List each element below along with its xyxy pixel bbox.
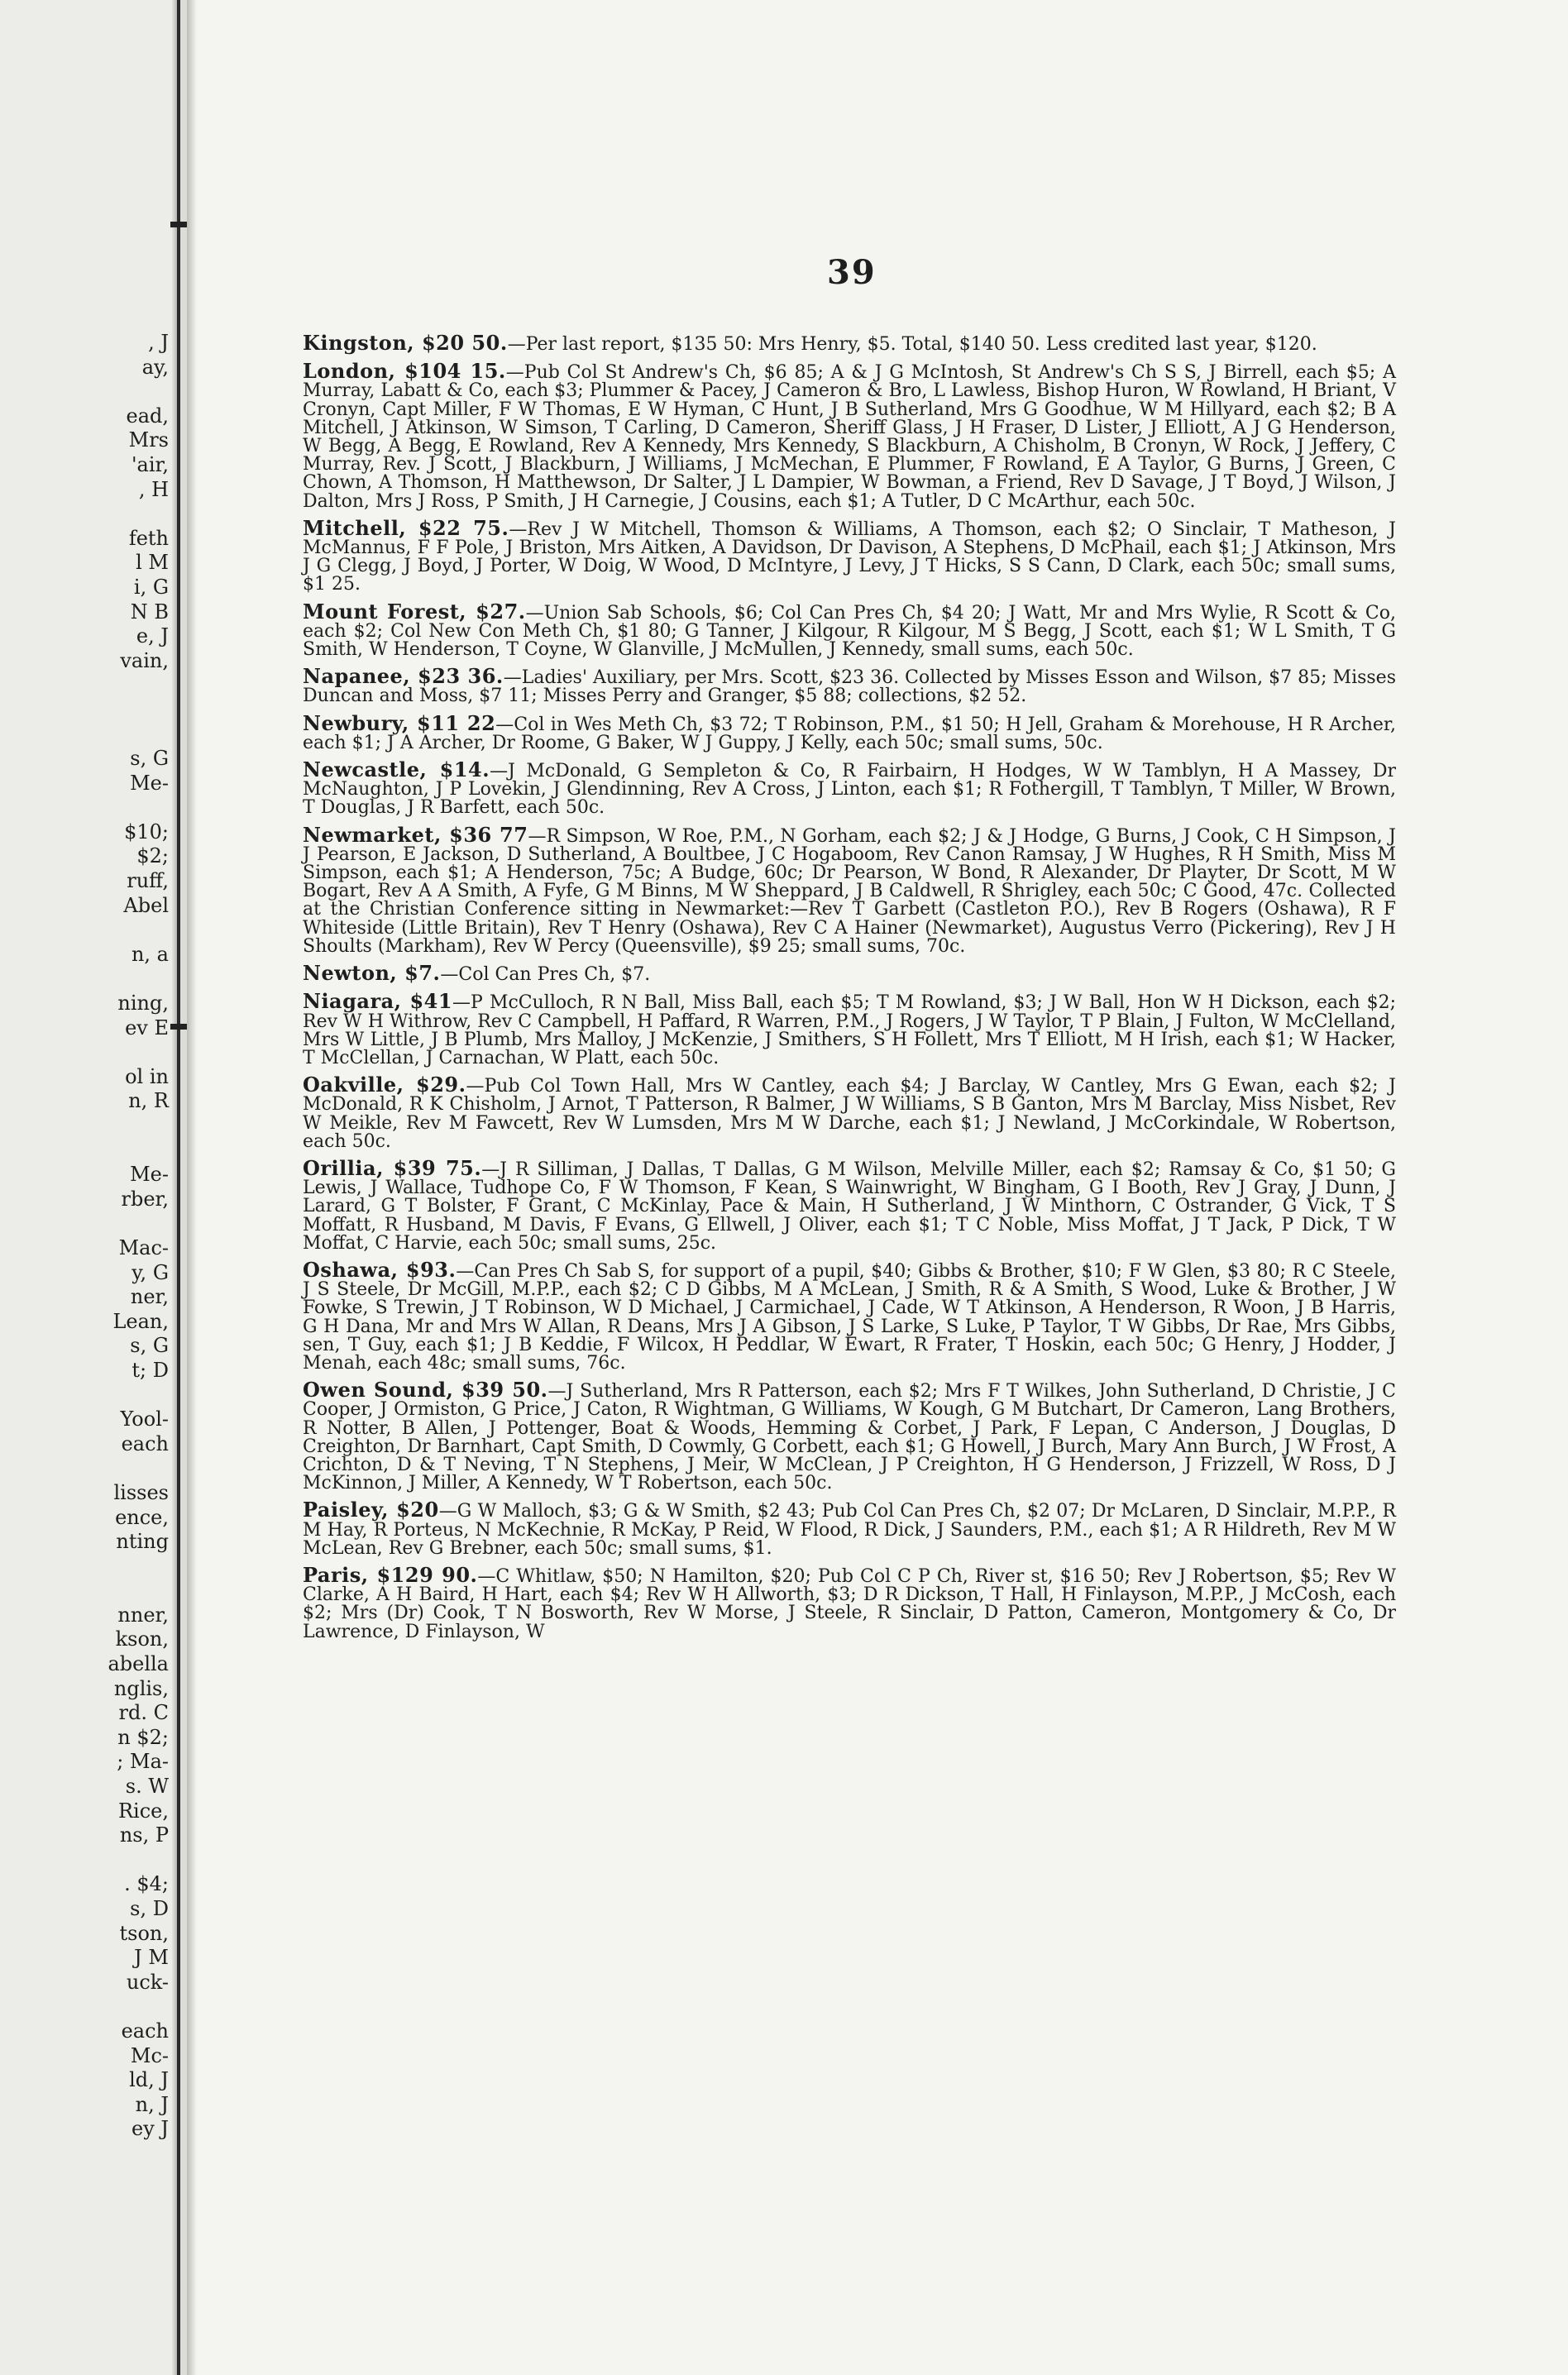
- facing-page-line: . $4;: [124, 1872, 169, 1896]
- facing-page-line: uck-: [126, 1970, 169, 1994]
- facing-page-line: ns, P: [119, 1823, 169, 1847]
- facing-page-line: [0, 723, 174, 748]
- book-spine: [177, 0, 180, 2375]
- facing-page-line: Me-: [130, 771, 169, 795]
- facing-page-line: , H: [138, 477, 169, 501]
- entry-place-total: Paisley, $20: [303, 1498, 439, 1522]
- donation-entry: [303, 961, 1396, 986]
- donation-entry: [303, 359, 1397, 512]
- facing-page-line: rber,: [121, 1187, 169, 1211]
- facing-page-line: t; D: [131, 1358, 169, 1382]
- facing-page-line: lisses: [113, 1480, 169, 1504]
- facing-page-line: Me-: [130, 1163, 169, 1187]
- facing-page-line: nner,: [117, 1603, 169, 1627]
- facing-page-line: ey J: [131, 2117, 169, 2141]
- facing-page-line: ld, J: [129, 2068, 169, 2092]
- entry-donors: —Rev J W Mitchell, Thomson & Williams, A Thomson, each $2; O Sinclair, T Matheson, J McMannus, F F Pole, J Briston, Mrs Aitken, A Davidson, Dr Davison, A Stephens, D McPhail, each $1; J Atkinson, Mrs J G Clegg, J Boyd, J Porter, W Doig, W Wood, D McIntyre, J Levy, J T Hicks, S S Cann, D Clark, each 50c; small sums, $1 25.: [303, 518, 1396, 595]
- page-number: 39: [827, 253, 877, 292]
- entry-donors: —G W Malloch, $3; G & W Smith, $2 43; Pub Col Can Pres Ch, $2 07; Dr McLaren, D Sinclair, M.P.P., R M Hay, R Porteus, N McKechnie, R McKay, P Reid, W Flood, R Dick, J Saunders, P.M., each $1; A R Hildreth, Rev M W McLean, Rev G Brebner, each 50c; small sums, $1.: [303, 1501, 1396, 1559]
- facing-page-line: s, G: [130, 1334, 169, 1358]
- facing-page-line: [0, 673, 174, 698]
- facing-page-line: Mrs: [128, 428, 169, 452]
- facing-page-line: rd. C: [118, 1701, 169, 1725]
- facing-page-line: ead,: [126, 404, 169, 428]
- facing-page-line: [0, 1383, 174, 1408]
- entry-donors: —R Simpson, W Roe, P.M., N Gorham, each $2; J & J Hodge, G Burns, J Cook, C H Simpson, J J Pearson, E Jackson, D Sutherland, A Boultbee, J C Hogaboom, Rev Canon Ramsay, J W Hughes, R H Smith, Miss M Simpson, each $1; A Henderson, 75c; A Budge, 60c; Dr Pearson, W Bond, R Alexander, Dr Playter, Dr Scott, M W Bogart, Rev A A Smith, A Fyfe, G M Binns, M W Sheppard, J B Caldwell, R Shrigley, each 50c; C Good, 47c. Collected at the Christian Conference sitting in Newmarket:—Rev T Garbett (Castleton P.O.), Rev B Rogers (Oshawa), R F Whiteside (Little Britain), Rev T Henry (Oshawa), Rev C A Hainer (Newmarket), Augustus Verro (Pickering), Rev J H Shoults (Markham), Rev W Percy (Queensville), $9 25; small sums, 70c.: [303, 825, 1396, 957]
- subscription-list: [303, 331, 1397, 1650]
- facing-page-line: e, J: [136, 624, 169, 648]
- facing-page-line: feth: [128, 526, 169, 550]
- facing-page-line: y, G: [131, 1260, 169, 1284]
- facing-page-line: 'air,: [131, 452, 169, 476]
- entry-donors: —J Sutherland, Mrs R Patterson, each $2; Mrs F T Wilkes, John Sutherland, D Christie, J C Cooper, J Ormiston, G Price, J Caton, R Wightman, G Williams, W Kough, G M Butchart, Dr Cameron, Lang Brothers, R Notter, B Allen, J Pottenger, Boat & Woods, Hemming & Corbet, J Park, F Lepan, C Anderson, J Douglas, D Creighton, Dr Barnhart, Capt Smith, D Cowmly, G Corbett, each $1; G Howell, J Burch, Mary Ann Burch, J W Frost, A Crichton, D & T Neving, T N Stephens, J Meir, W McClean, J P Creighton, H G Henderson, J Frizzell, W Ross, D J McKinnon, J Miller, A Kennedy, W T Robertson, each 50c.: [303, 1381, 1396, 1494]
- facing-page-line: n $2;: [117, 1725, 169, 1749]
- entry-place-total: Oakville, $29.: [303, 1073, 466, 1097]
- donation-entry: [303, 515, 1396, 595]
- entry-place-total: Niagara, $41: [303, 989, 453, 1014]
- facing-page-line: ning,: [117, 992, 169, 1015]
- entry-place-total: Newbury, $11 22: [303, 710, 496, 735]
- facing-page-line: ruff,: [127, 869, 169, 893]
- facing-page-line: s, G: [130, 747, 169, 771]
- entry-donors: —Can Pres Ch Sab S, for support of a pupil, $40; Gibbs & Brother, $10; F W Glen, $3 80; R C Steele, J S Steele, Dr McGill, M.P.P., each $2; C D Gibbs, M A McLean, J Smith, R & A Smith, S Wood, Luke & Brother, J W Fowke, S Trewin, J T Robinson, W D Michael, J Carmichael, J Cade, W T Atkinson, A Henderson, R Woon, J B Harris, G H Dana, Mr and Mrs W Allan, R Deans, Mrs J A Gibson, J S Larke, S Luke, P Taylor, T W Gibbs, Dr Rae, Mrs Gibbs, sen, T Guy, each $1; J B Keddie, F Wilcox, H Peddlar, W Ewart, R Frater, T Hoskin, each 50c; G Henry, J Hodder, J Menah, each 48c; small sums, 76c.: [303, 1260, 1396, 1374]
- donation-entry: [303, 1257, 1396, 1374]
- facing-page-line: each: [121, 1431, 169, 1455]
- facing-page-line: [0, 698, 174, 723]
- donation-entry: [303, 1498, 1396, 1559]
- donation-entry: [303, 989, 1396, 1068]
- entry-donors: —Pub Col Town Hall, Mrs W Cantley, each $4; J Barclay, W Cantley, Mrs G Ewan, each $2; J McDonald, R K Chisholm, J Arnot, T Patterson, R Balmer, J W Williams, S B Ganton, Mrs M Barclay, Miss Nisbet, Rev W Meikle, Rev M Fawcett, Rev W Lumsden, Mrs M W Darche, each $1; J Newland, J McCorkindale, W Robertson, each 50c.: [303, 1076, 1397, 1152]
- facing-page-line: ay,: [141, 355, 169, 379]
- entry-donors: —J McDonald, G Sempleton & Co, R Fairbairn, H Hodges, W W Tamblyn, H A Massey, Dr McNaughton, J P Lovekin, J Glendinning, Rev A Cross, J Linton, each $1; R Fothergill, T Tamblyn, T Miller, W Brown, T Douglas, J R Barfett, each 50c.: [303, 761, 1397, 819]
- facing-page-line: J M: [134, 1946, 169, 1970]
- facing-page-line: n, R: [128, 1089, 169, 1113]
- facing-page-line: ev E: [125, 1015, 169, 1039]
- facing-page-line: [0, 1211, 174, 1236]
- entry-place-total: London, $104 15.: [303, 359, 506, 384]
- facing-page-line: ner,: [130, 1285, 169, 1309]
- facing-page-line: [0, 1114, 174, 1139]
- facing-page-line: Mc-: [130, 2043, 169, 2067]
- facing-page-line: abella: [108, 1652, 169, 1676]
- entry-place-total: Newmarket, $36 77: [303, 822, 528, 847]
- facing-page-line: N B: [130, 600, 169, 624]
- facing-page-line: n, a: [131, 942, 169, 966]
- entry-place-total: Paris, $129 90.: [303, 1562, 478, 1587]
- facing-page-line: [0, 1995, 174, 2019]
- binding-mark: [170, 222, 187, 227]
- facing-page-line: ; Ma-: [117, 1750, 169, 1774]
- facing-page-line: ol in: [125, 1064, 169, 1088]
- entry-donors: —Union Sab Schools, $6; Col Can Pres Ch, $4 20; J Watt, Mr and Mrs Wylie, R Scott & Co, each $2; Col New Con Meth Ch, $1 80; G Tanner, J Kilgour, R Kilgour, M S Begg, J Scott, each $1; W L Smith, T G Smith, W Henderson, T Coyne, W Glanville, J McMullen, J Kennedy, small sums, each 50c.: [303, 602, 1396, 661]
- facing-page-line: [0, 1848, 174, 1873]
- entry-place-total: Oshawa, $93.: [303, 1257, 457, 1282]
- entry-donors: —Ladies' Auxiliary, per Mrs. Scott, $23 36. Collected by Misses Esson and Wilson, $7 85; Misses Duncan and Moss, $7 11; Misses Perry and Granger, $5 88; collections, $2 52.: [303, 667, 1396, 707]
- facing-page-line: [0, 796, 174, 820]
- facing-page-line: each: [121, 2019, 169, 2043]
- entry-donors: —J R Silliman, J Dallas, T Dallas, G M Wilson, Melville Miller, each $2; Ramsay & Co, $1 50; G Lewis, J Wallace, Tudhope Co, F W Thomson, F Kean, S Wainwright, W Bingham, G I Booth, Rev J Gray, J Dunn, J Larard, G T Bolster, F Grant, C McKinlay, Pace & Main, H Sutherland, J W Minthorn, C Ostrander, G Vick, T S Moffatt, R Husband, M Davis, F Evans, G Ellwell, J Oliver, each $1; T C Noble, Miss Moffat, J T Jack, P Dick, T W Moffat, C Harvie, each 50c; small sums, 25c.: [303, 1159, 1396, 1254]
- facing-page-line: vain,: [120, 648, 169, 672]
- entry-donors: —Col Can Pres Ch, $7.: [440, 964, 651, 986]
- entry-donors: —Per last report, $135 50: Mrs Henry, $5. Total, $140 50. Less credited last year, $120.: [507, 334, 1317, 355]
- facing-page-line: Yool-: [120, 1407, 169, 1431]
- entry-place-total: Orillia, $39 75.: [303, 1155, 482, 1180]
- facing-page-text: [0, 331, 174, 2365]
- facing-page-line: nglis,: [113, 1676, 169, 1700]
- entry-donors: —P McCulloch, R N Ball, Miss Ball, each $5; T M Rowland, $3; J W Ball, Hon W H Dickson, each $2; Rev W H Withrow, Rev C Campbell, H Paffard, R Warren, P.M., J Rogers, J W Taylor, T P Blain, J Fulton, W McClelland, Mrs W Little, J B Plumb, Mrs Malloy, J McKenzie, J Smithers, S H Follett, Mrs T Elliott, M H Irish, each $1; W Hacker, T McClellan, J Carnachan, W Platt, each 50c.: [303, 992, 1396, 1068]
- facing-page-line: kson,: [115, 1627, 169, 1651]
- facing-page-line: Rice,: [117, 1799, 169, 1823]
- entry-place-total: Kingston, $20 50.: [303, 331, 508, 355]
- facing-page-line: s. W: [125, 1775, 169, 1799]
- facing-page-line: nting: [116, 1530, 169, 1554]
- donation-entry: [303, 664, 1396, 707]
- donation-entry: [303, 1378, 1396, 1494]
- entry-place-total: Napanee, $23 36.: [303, 664, 504, 689]
- donation-entry: [303, 710, 1397, 753]
- donation-entry: [303, 822, 1396, 957]
- entry-place-total: Newcastle, $14.: [303, 757, 490, 782]
- entry-donors: —C Whitlaw, $50; N Hamilton, $20; Pub Col C P Ch, River st, $16 50; Rev J Robertson, $5; Rev W Clarke, A H Baird, H Hart, each $4; Rev W H Allworth, $3; D R Dickson, T Hall, H Finlayson, M.P.P., J McCosh, each $2; Mrs (Dr) Cook, T N Bosworth, Rev W Morse, J Steele, R Sinclair, D Patton, Cameron, Montgomery & Co, Dr Lawrence, D Finlayson, W: [303, 1565, 1396, 1642]
- donation-entry: [303, 1155, 1396, 1254]
- facing-page-line: [0, 967, 174, 992]
- facing-page-line: Abel: [123, 893, 169, 917]
- entry-place-total: Mitchell, $22 75.: [303, 515, 509, 540]
- facing-page: [0, 0, 180, 2375]
- entry-donors: —Col in Wes Meth Ch, $3 72; T Robinson, P.M., $1 50; H Jell, Graham & Morehouse, H R Archer, each $1; J A Archer, Dr Roome, G Baker, W J Guppy, J Kelly, each 50c; small sums, 50c.: [303, 714, 1397, 753]
- document-page: [187, 0, 1568, 2375]
- facing-page-line: i, G: [133, 575, 169, 599]
- facing-page-line: l M: [136, 551, 169, 575]
- facing-page-line: tson,: [119, 1921, 169, 1945]
- facing-page-line: s, D: [130, 1897, 169, 1920]
- facing-page-line: $10;: [124, 820, 169, 843]
- facing-page-line: ence,: [115, 1505, 169, 1529]
- entry-place-total: Mount Forest, $27.: [303, 599, 526, 624]
- facing-page-line: n, J: [135, 2092, 169, 2116]
- entry-place-total: Newton, $7.: [303, 961, 441, 986]
- facing-page-line: [0, 380, 174, 404]
- facing-page-line: [0, 1579, 174, 1603]
- facing-page-line: [0, 1040, 174, 1065]
- facing-page-line: , J: [148, 331, 169, 354]
- page-gutter-shadow: [187, 0, 197, 2375]
- entry-place-total: Owen Sound, $39 50.: [303, 1378, 548, 1403]
- facing-page-line: [0, 1555, 174, 1579]
- donation-entry: [303, 1562, 1396, 1642]
- donation-entry: [303, 1073, 1397, 1152]
- facing-page-line: [0, 918, 174, 943]
- donation-entry: [303, 331, 1396, 355]
- facing-page-line: $2;: [136, 844, 169, 868]
- facing-page-line: [0, 502, 174, 527]
- facing-page-line: Lean,: [112, 1309, 169, 1333]
- entry-donors: —Pub Col St Andrew's Ch, $6 85; A & J G McIntosh, St Andrew's Ch S S, J Birrell, each $5; A Murray, Labatt & Co, each $3; Plummer & Pacey, J Cameron & Bro, L Lawless, Bishop Huron, W Rowland, H Briant, V Cronyn, Capt Miller, F W Thomas, E W Hyman, C Hunt, J B Sutherland, Mrs G Goodhue, W M Hillyard, each $2; B A Mitchell, J Atkinson, W Simson, T Carling, D Cameron, Sheriff Glass, J H Fraser, D Lister, J Elliott, A J G Henderson, W Begg, A Begg, E Rowland, Rev A Kennedy, Mrs Kennedy, S Blackburn, A Chisholm, B Cronyn, W Rock, J Jeffery, C Murray, Rev. J Scott, J Blackburn, J Williams, J McMechan, E Plummer, F Rowland, E A Taylor, G Burns, J Green, C Chown, A Thomson, H Matthewson, Dr Salter, J L Dampier, W Bowman, a Friend, Rev D Savage, J T Boyd, J Wilson, J Dalton, Mrs J Ross, P Smith, J H Carnegie, J Cousins, each $1; A Tutler, D C McArthur, each 50c.: [303, 362, 1397, 512]
- donation-entry: [303, 757, 1397, 819]
- facing-page-line: [0, 1456, 174, 1481]
- binding-mark: [170, 1024, 187, 1030]
- facing-page-line: Mac-: [118, 1235, 169, 1259]
- facing-page-line: [0, 1139, 174, 1164]
- donation-entry: [303, 599, 1396, 661]
